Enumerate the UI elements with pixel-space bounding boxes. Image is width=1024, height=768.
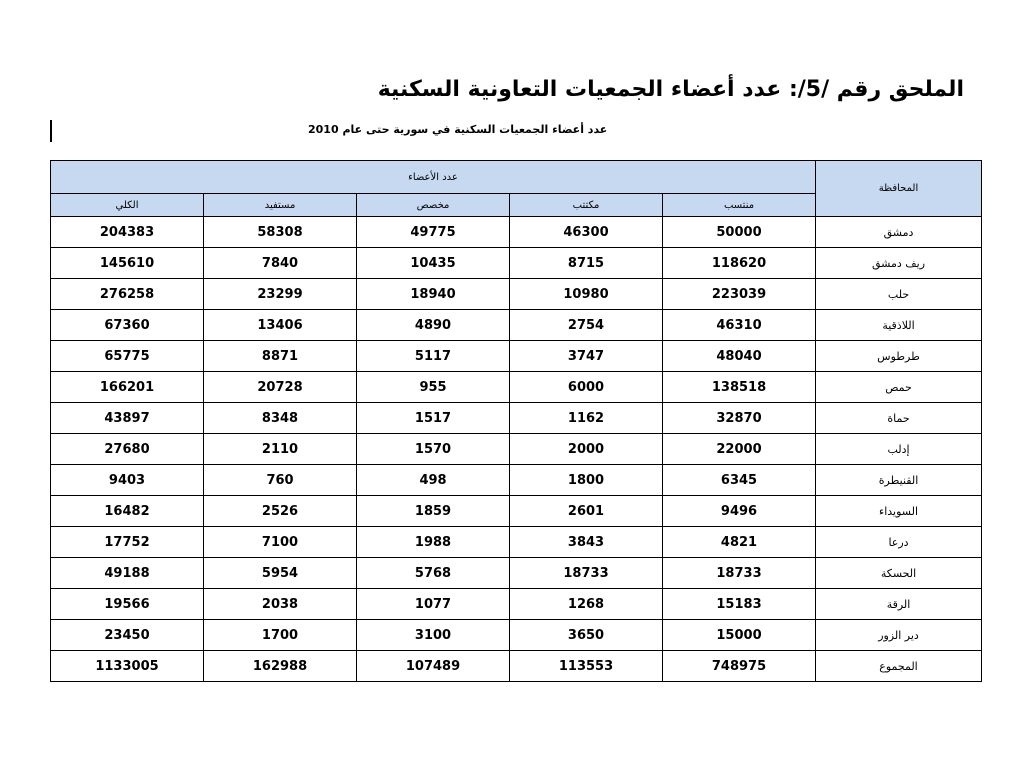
value-cell: 20728 <box>204 372 357 403</box>
total-row <box>51 651 982 682</box>
value-cell: 1077 <box>357 589 510 620</box>
value-cell: 15183 <box>663 589 816 620</box>
value-cell: 32870 <box>663 403 816 434</box>
value-cell: 17752 <box>51 527 204 558</box>
governorate-cell: دير الزور <box>816 620 982 651</box>
value-cell: 6345 <box>663 465 816 496</box>
value-cell: 2601 <box>510 496 663 527</box>
value-cell: 23299 <box>204 279 357 310</box>
value-cell: 48040 <box>663 341 816 372</box>
value-cell: 18733 <box>663 558 816 589</box>
value-cell: 4890 <box>357 310 510 341</box>
governorate-cell: المجموع <box>816 651 982 682</box>
column-header: مكتتب <box>510 194 663 217</box>
page-title: الملحق رقم /5/: عدد أعضاء الجمعيات التعاونية السكنية <box>377 77 964 102</box>
value-cell: 4821 <box>663 527 816 558</box>
value-cell: 760 <box>204 465 357 496</box>
value-cell: 955 <box>357 372 510 403</box>
value-cell: 7100 <box>204 527 357 558</box>
value-cell: 8348 <box>204 403 357 434</box>
value-cell: 23450 <box>51 620 204 651</box>
value-cell: 46300 <box>510 217 663 248</box>
value-cell: 9403 <box>51 465 204 496</box>
governorate-cell: دمشق <box>816 217 982 248</box>
value-cell: 10435 <box>357 248 510 279</box>
value-cell: 1800 <box>510 465 663 496</box>
governorate-cell: حلب <box>816 279 982 310</box>
table-subtitle: عدد أعضاء الجمعيات السكنية في سورية حتى عام 2010 <box>308 123 608 136</box>
column-header: منتسب <box>663 194 816 217</box>
value-cell: 10980 <box>510 279 663 310</box>
governorate-cell: الحسكة <box>816 558 982 589</box>
value-cell: 276258 <box>51 279 204 310</box>
value-cell: 3843 <box>510 527 663 558</box>
table-row <box>51 310 982 341</box>
governorate-cell: الرقة <box>816 589 982 620</box>
value-cell: 3100 <box>357 620 510 651</box>
table-row <box>51 341 982 372</box>
value-cell: 6000 <box>510 372 663 403</box>
governorate-cell: درعا <box>816 527 982 558</box>
column-header: مخصص <box>357 194 510 217</box>
value-cell: 748975 <box>663 651 816 682</box>
value-cell: 1517 <box>357 403 510 434</box>
value-cell: 16482 <box>51 496 204 527</box>
governorate-cell: السويداء <box>816 496 982 527</box>
column-header: الكلي <box>51 194 204 217</box>
value-cell: 65775 <box>51 341 204 372</box>
value-cell: 1133005 <box>51 651 204 682</box>
value-cell: 43897 <box>51 403 204 434</box>
value-cell: 166201 <box>51 372 204 403</box>
value-cell: 3747 <box>510 341 663 372</box>
table-row <box>51 589 982 620</box>
governorate-cell: حمص <box>816 372 982 403</box>
value-cell: 1162 <box>510 403 663 434</box>
value-cell: 8715 <box>510 248 663 279</box>
value-cell: 7840 <box>204 248 357 279</box>
value-cell: 1859 <box>357 496 510 527</box>
members-group-header: عدد الأعضاء <box>51 161 816 194</box>
value-cell: 49775 <box>357 217 510 248</box>
value-cell: 22000 <box>663 434 816 465</box>
value-cell: 1988 <box>357 527 510 558</box>
governorate-cell: حماة <box>816 403 982 434</box>
table-row <box>51 558 982 589</box>
value-cell: 5117 <box>357 341 510 372</box>
value-cell: 2526 <box>204 496 357 527</box>
table-row <box>51 620 982 651</box>
value-cell: 27680 <box>51 434 204 465</box>
value-cell: 498 <box>357 465 510 496</box>
value-cell: 67360 <box>51 310 204 341</box>
members-table <box>50 160 982 682</box>
value-cell: 19566 <box>51 589 204 620</box>
members-table-container <box>50 160 982 682</box>
value-cell: 162988 <box>204 651 357 682</box>
governorate-cell: طرطوس <box>816 341 982 372</box>
governorate-cell: القنيطرة <box>816 465 982 496</box>
value-cell: 46310 <box>663 310 816 341</box>
table-row <box>51 403 982 434</box>
value-cell: 2754 <box>510 310 663 341</box>
value-cell: 5768 <box>357 558 510 589</box>
value-cell: 204383 <box>51 217 204 248</box>
table-row <box>51 527 982 558</box>
value-cell: 8871 <box>204 341 357 372</box>
value-cell: 5954 <box>204 558 357 589</box>
table-row <box>51 372 982 403</box>
value-cell: 9496 <box>663 496 816 527</box>
table-row <box>51 434 982 465</box>
table-row <box>51 496 982 527</box>
column-header: مستفيد <box>204 194 357 217</box>
value-cell: 1570 <box>357 434 510 465</box>
value-cell: 2038 <box>204 589 357 620</box>
value-cell: 18940 <box>357 279 510 310</box>
table-row <box>51 465 982 496</box>
value-cell: 13406 <box>204 310 357 341</box>
value-cell: 138518 <box>663 372 816 403</box>
value-cell: 58308 <box>204 217 357 248</box>
value-cell: 223039 <box>663 279 816 310</box>
value-cell: 15000 <box>663 620 816 651</box>
text-cursor <box>50 120 52 142</box>
value-cell: 145610 <box>51 248 204 279</box>
governorate-cell: إدلب <box>816 434 982 465</box>
table-row <box>51 279 982 310</box>
value-cell: 2110 <box>204 434 357 465</box>
value-cell: 118620 <box>663 248 816 279</box>
value-cell: 50000 <box>663 217 816 248</box>
governorate-header: المحافظة <box>816 161 982 217</box>
value-cell: 3650 <box>510 620 663 651</box>
value-cell: 49188 <box>51 558 204 589</box>
value-cell: 1268 <box>510 589 663 620</box>
value-cell: 2000 <box>510 434 663 465</box>
governorate-cell: ريف دمشق <box>816 248 982 279</box>
table-body <box>51 217 982 682</box>
value-cell: 18733 <box>510 558 663 589</box>
table-row <box>51 217 982 248</box>
table-row <box>51 248 982 279</box>
value-cell: 1700 <box>204 620 357 651</box>
value-cell: 107489 <box>357 651 510 682</box>
value-cell: 113553 <box>510 651 663 682</box>
governorate-cell: اللاذقية <box>816 310 982 341</box>
